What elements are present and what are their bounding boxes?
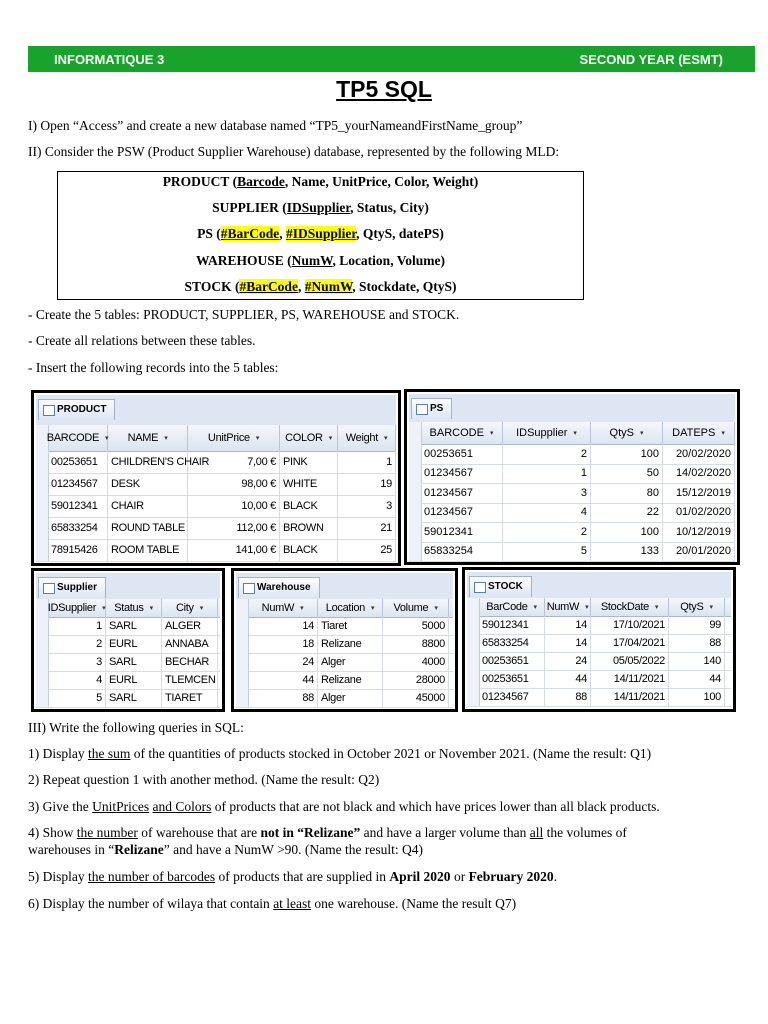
table-cell[interactable]: 100 bbox=[591, 522, 663, 542]
header-row bbox=[467, 598, 731, 617]
table-cell[interactable]: 22 bbox=[591, 503, 663, 523]
table-cell[interactable]: 5000 bbox=[383, 617, 449, 635]
mld-warehouse: WAREHOUSE (NumW, Location, Volume) bbox=[196, 253, 445, 268]
dropdown-arrow-icon[interactable]: ▾ bbox=[639, 430, 644, 437]
question-5: 5) Display the number of barcodes of products that are supplied in April 2020 or February 2020. bbox=[28, 869, 558, 884]
table-row[interactable] bbox=[36, 473, 396, 496]
table-icon bbox=[43, 405, 55, 416]
table-cell[interactable]: 7,00 € bbox=[188, 451, 280, 473]
table-row[interactable] bbox=[36, 451, 396, 474]
table-row[interactable] bbox=[36, 617, 220, 636]
table-icon bbox=[416, 404, 428, 415]
table-row[interactable] bbox=[236, 617, 453, 636]
table-cell[interactable]: 44 bbox=[545, 670, 591, 688]
table-cell[interactable]: SARL bbox=[106, 653, 162, 671]
table-cell[interactable]: 19 bbox=[338, 473, 396, 495]
table-cell[interactable]: 133 bbox=[591, 542, 663, 562]
dropdown-arrow-icon[interactable]: ▾ bbox=[384, 435, 388, 442]
supplier-datasheet bbox=[36, 573, 220, 707]
table-cell[interactable]: Relizane bbox=[318, 635, 383, 653]
dropdown-arrow-icon[interactable]: ▾ bbox=[199, 605, 203, 612]
table-cell[interactable]: 21 bbox=[338, 517, 396, 539]
table-row[interactable] bbox=[36, 653, 220, 672]
question-1: 1) Display the sum of the quantities of products stocked in October 2021 or November 2021. (Name the result: Q1) bbox=[28, 746, 652, 761]
question-6: 6) Display the number of wilaya that contain at least one warehouse. (Name the result Q7) bbox=[28, 896, 517, 911]
question-2: 2) Repeat question 1 with another method. (Name the result: Q2) bbox=[28, 772, 380, 787]
table-cell[interactable]: 88 bbox=[248, 689, 318, 707]
column-header-label: BARCODE bbox=[46, 432, 100, 444]
table-cell[interactable]: PINK bbox=[280, 451, 338, 473]
table-row[interactable] bbox=[36, 689, 220, 708]
table-cell[interactable]: 4 bbox=[48, 671, 106, 689]
mld-product: PRODUCT (Barcode, Name, UnitPrice, Color, Weight) bbox=[162, 174, 479, 189]
table-cell[interactable]: 100 bbox=[591, 444, 663, 464]
table-cell[interactable]: 18 bbox=[248, 635, 318, 653]
table-row[interactable] bbox=[409, 444, 735, 465]
ps-tab-label: PS bbox=[430, 403, 444, 414]
table-cell[interactable]: 2 bbox=[48, 635, 106, 653]
table-row[interactable] bbox=[236, 635, 453, 654]
mld-stock: STOCK (#BarCode, #NumW, Stockdate, QtyS) bbox=[184, 279, 457, 294]
header-row bbox=[409, 422, 735, 445]
table-cell[interactable]: 00253651 bbox=[421, 444, 503, 464]
column-header[interactable] bbox=[383, 599, 449, 617]
table-cell[interactable]: 2 bbox=[503, 444, 591, 464]
dropdown-arrow-icon[interactable]: ▾ bbox=[721, 430, 725, 437]
table-cell[interactable]: Alger bbox=[318, 653, 383, 671]
header-row bbox=[236, 599, 453, 618]
table-cell[interactable]: 78915426 bbox=[48, 539, 108, 561]
header-banner bbox=[28, 46, 755, 72]
supplier-grid bbox=[36, 599, 220, 707]
column-header[interactable] bbox=[108, 425, 188, 451]
table-cell[interactable]: 10/12/2019 bbox=[663, 522, 735, 542]
column-header[interactable] bbox=[48, 599, 106, 617]
column-header-label: Location bbox=[325, 602, 365, 614]
bullet-3: - Insert the following records into the 5 tables: bbox=[28, 360, 279, 375]
table-cell[interactable]: WHITE bbox=[280, 473, 338, 495]
table-cell[interactable]: 24 bbox=[545, 652, 591, 670]
column-header-label: NAME bbox=[127, 432, 159, 444]
table-cell[interactable]: BLACK bbox=[280, 539, 338, 561]
supplier-tab-label: Supplier bbox=[57, 582, 98, 593]
table-cell[interactable]: 3 bbox=[48, 653, 106, 671]
stock-tab[interactable] bbox=[469, 576, 532, 597]
table-row[interactable] bbox=[409, 522, 735, 543]
table-cell[interactable]: CHAIR bbox=[108, 495, 188, 517]
table-cell[interactable]: 3 bbox=[503, 483, 591, 503]
dropdown-arrow-icon[interactable]: ▾ bbox=[102, 605, 106, 612]
table-cell[interactable]: 99 bbox=[669, 616, 725, 634]
table-cell[interactable]: 141,00 € bbox=[188, 539, 280, 561]
table-icon bbox=[43, 583, 55, 594]
table-cell[interactable]: 140 bbox=[669, 652, 725, 670]
table-cell[interactable]: 80 bbox=[591, 483, 663, 503]
dropdown-arrow-icon[interactable]: ▾ bbox=[328, 435, 332, 442]
year-label: SECOND YEAR (ESMT) bbox=[579, 52, 723, 67]
table-cell[interactable]: 17/04/2021 bbox=[591, 634, 669, 652]
table-cell[interactable]: Alger bbox=[318, 689, 383, 707]
table-row[interactable] bbox=[236, 671, 453, 690]
table-cell[interactable]: 44 bbox=[669, 670, 725, 688]
column-header-label: DATEPS bbox=[672, 427, 716, 439]
header-row bbox=[36, 425, 396, 452]
warehouse-tab-label: Warehouse bbox=[257, 582, 311, 593]
dropdown-arrow-icon[interactable]: ▾ bbox=[370, 605, 375, 612]
product-tab-label: PRODUCT bbox=[57, 404, 107, 415]
dropdown-arrow-icon[interactable]: ▾ bbox=[585, 604, 589, 611]
table-cell[interactable]: 59012341 bbox=[479, 616, 545, 634]
table-row[interactable] bbox=[409, 464, 735, 485]
column-header[interactable] bbox=[545, 598, 591, 616]
table-row[interactable] bbox=[467, 652, 731, 671]
column-header[interactable] bbox=[669, 598, 725, 616]
column-header-label: BarCode bbox=[486, 601, 528, 613]
table-cell[interactable]: 59012341 bbox=[48, 495, 108, 517]
table-cell[interactable]: 112,00 € bbox=[188, 517, 280, 539]
table-cell[interactable]: BECHAR bbox=[162, 653, 218, 671]
table-cell[interactable]: 17/10/2021 bbox=[591, 616, 669, 634]
table-cell[interactable]: 05/05/2022 bbox=[591, 652, 669, 670]
table-row[interactable] bbox=[236, 653, 453, 672]
table-cell[interactable]: 100 bbox=[669, 688, 725, 706]
table-row[interactable] bbox=[409, 503, 735, 524]
supplier-table bbox=[31, 568, 225, 712]
warehouse-table bbox=[231, 568, 458, 712]
stock-grid bbox=[467, 598, 731, 707]
dropdown-arrow-icon[interactable]: ▾ bbox=[434, 605, 438, 612]
column-header-label: Weight bbox=[345, 432, 379, 444]
table-row[interactable] bbox=[36, 539, 396, 562]
table-icon bbox=[474, 582, 486, 593]
dropdown-arrow-icon[interactable]: ▾ bbox=[489, 430, 494, 437]
table-cell[interactable]: 65833254 bbox=[48, 517, 108, 539]
table-cell[interactable]: 1 bbox=[503, 464, 591, 484]
table-cell[interactable]: TLEMCEN bbox=[162, 671, 218, 689]
column-header-label: StockDate bbox=[600, 601, 649, 613]
table-row[interactable] bbox=[409, 483, 735, 504]
table-row[interactable] bbox=[467, 634, 731, 653]
table-cell[interactable]: 65833254 bbox=[421, 542, 503, 562]
column-header-label: Volume bbox=[393, 602, 429, 614]
table-cell[interactable]: BROWN bbox=[280, 517, 338, 539]
table-cell[interactable]: 24 bbox=[248, 653, 318, 671]
column-header[interactable] bbox=[591, 598, 669, 616]
table-cell[interactable]: 01234567 bbox=[421, 464, 503, 484]
table-row[interactable] bbox=[36, 671, 220, 690]
table-cell[interactable]: 10,00 € bbox=[188, 495, 280, 517]
table-cell[interactable]: 5 bbox=[48, 689, 106, 707]
column-header-label: NumW bbox=[261, 602, 295, 614]
product-grid bbox=[36, 425, 396, 561]
column-header-label: NumW bbox=[546, 601, 580, 613]
column-header-label: COLOR bbox=[285, 432, 323, 444]
column-header[interactable] bbox=[248, 599, 318, 617]
table-cell[interactable]: 14 bbox=[545, 634, 591, 652]
table-cell[interactable]: 20/02/2020 bbox=[663, 444, 735, 464]
question-3: 3) Give the UnitPrices and Colors of products that are not black and which have prices lower than all black products. bbox=[28, 799, 660, 814]
table-cell[interactable]: ROUND TABLE bbox=[108, 517, 188, 539]
column-header-label: QtyS bbox=[609, 427, 634, 439]
dropdown-arrow-icon[interactable]: ▾ bbox=[149, 605, 153, 612]
table-cell[interactable]: 98,00 € bbox=[188, 473, 280, 495]
product-datasheet bbox=[36, 395, 396, 561]
table-cell[interactable]: 01/02/2020 bbox=[663, 503, 735, 523]
column-header[interactable] bbox=[421, 422, 503, 444]
table-cell[interactable]: 65833254 bbox=[479, 634, 545, 652]
table-cell[interactable]: ANNABA bbox=[162, 635, 218, 653]
mld-supplier: SUPPLIER (IDSupplier, Status, City) bbox=[212, 200, 429, 215]
table-cell[interactable]: 14/02/2020 bbox=[663, 464, 735, 484]
table-cell[interactable]: Relizane bbox=[318, 671, 383, 689]
table-row[interactable] bbox=[467, 688, 731, 707]
product-tab[interactable] bbox=[38, 399, 115, 420]
dropdown-arrow-icon[interactable]: ▾ bbox=[573, 430, 577, 437]
dropdown-arrow-icon[interactable]: ▾ bbox=[255, 435, 260, 442]
table-cell[interactable]: 8800 bbox=[383, 635, 449, 653]
table-cell[interactable]: 01234567 bbox=[479, 688, 545, 706]
table-cell[interactable]: 20/01/2020 bbox=[663, 542, 735, 562]
table-cell[interactable]: TIARET bbox=[162, 689, 218, 707]
instruction-2: II) Consider the PSW (Product Supplier Warehouse) database, represented by the following MLD: bbox=[28, 144, 560, 159]
table-cell[interactable]: ALGER bbox=[162, 617, 218, 635]
table-cell[interactable]: 14 bbox=[545, 616, 591, 634]
table-cell[interactable]: 14/11/2021 bbox=[591, 670, 669, 688]
table-cell[interactable]: 3 bbox=[338, 495, 396, 517]
column-header-label: IDSupplier bbox=[516, 427, 568, 439]
stock-tab-label: STOCK bbox=[488, 581, 523, 592]
table-cell[interactable]: 1 bbox=[338, 451, 396, 473]
table-cell[interactable]: 1 bbox=[48, 617, 106, 635]
ps-table bbox=[404, 389, 740, 565]
warehouse-tab[interactable] bbox=[238, 577, 320, 598]
column-header[interactable] bbox=[48, 425, 108, 451]
column-header-label: City bbox=[176, 602, 194, 614]
column-header-label: QtyS bbox=[680, 601, 704, 613]
column-header[interactable] bbox=[280, 425, 338, 451]
product-table bbox=[31, 390, 401, 566]
dropdown-arrow-icon[interactable]: ▾ bbox=[654, 604, 659, 611]
table-cell[interactable]: 5 bbox=[503, 542, 591, 562]
question-4-line-1: 4) Show the number of warehouse that are not in “Relizane” and have a larger volume than all the volumes of bbox=[28, 825, 627, 840]
column-header-label: Status bbox=[114, 602, 144, 614]
stock-table bbox=[462, 567, 736, 712]
bullet-2: - Create all relations between these tables. bbox=[28, 333, 256, 348]
column-header-label: IDSupplier bbox=[47, 602, 97, 614]
table-cell[interactable]: 44 bbox=[248, 671, 318, 689]
table-cell[interactable]: 00253651 bbox=[479, 670, 545, 688]
dropdown-arrow-icon[interactable]: ▾ bbox=[105, 435, 109, 442]
column-header-label: BARCODE bbox=[429, 427, 484, 439]
column-header[interactable] bbox=[162, 599, 218, 617]
table-cell[interactable]: 4 bbox=[503, 503, 591, 523]
table-row[interactable] bbox=[467, 670, 731, 689]
header-row bbox=[36, 599, 220, 618]
column-header[interactable] bbox=[503, 422, 591, 444]
table-cell[interactable]: Tiaret bbox=[318, 617, 383, 635]
table-cell[interactable]: EURL bbox=[106, 671, 162, 689]
table-cell[interactable]: SARL bbox=[106, 689, 162, 707]
column-header[interactable] bbox=[318, 599, 383, 617]
table-cell[interactable]: EURL bbox=[106, 635, 162, 653]
column-header[interactable] bbox=[663, 422, 735, 444]
question-4-line-2: warehouses in “Relizane” and have a NumW >90. (Name the result: Q4) bbox=[28, 842, 424, 857]
column-header[interactable] bbox=[338, 425, 396, 451]
table-cell[interactable]: BLACK bbox=[280, 495, 338, 517]
table-cell[interactable]: 00253651 bbox=[48, 451, 108, 473]
ps-datasheet bbox=[409, 394, 735, 560]
table-cell[interactable]: 88 bbox=[545, 688, 591, 706]
table-cell[interactable]: 4000 bbox=[383, 653, 449, 671]
table-row[interactable] bbox=[36, 635, 220, 654]
dropdown-arrow-icon[interactable]: ▾ bbox=[300, 605, 304, 612]
column-header[interactable] bbox=[591, 422, 663, 444]
ps-grid bbox=[409, 422, 735, 560]
column-header-label: UnitPrice bbox=[207, 432, 250, 444]
table-cell[interactable]: 00253651 bbox=[479, 652, 545, 670]
page-title: TP5 SQL bbox=[336, 76, 432, 102]
table-cell[interactable]: 14/11/2021 bbox=[591, 688, 669, 706]
table-icon bbox=[243, 583, 255, 594]
dropdown-arrow-icon[interactable]: ▾ bbox=[164, 435, 168, 442]
column-header[interactable] bbox=[188, 425, 280, 451]
table-row[interactable] bbox=[409, 542, 735, 563]
course-name: INFORMATIQUE 3 bbox=[54, 52, 165, 67]
mld-ps: PS (#BarCode, #IDSupplier, QtyS, datePS) bbox=[197, 226, 444, 241]
table-cell[interactable]: 88 bbox=[669, 634, 725, 652]
table-cell[interactable]: 25 bbox=[338, 539, 396, 561]
table-cell[interactable]: 01234567 bbox=[48, 473, 108, 495]
table-cell[interactable]: 01234567 bbox=[421, 483, 503, 503]
table-cell[interactable]: 14 bbox=[248, 617, 318, 635]
table-cell[interactable]: 45000 bbox=[383, 689, 449, 707]
instruction-1: I) Open “Access” and create a new database named “TP5_yourNameandFirstName_group” bbox=[28, 118, 523, 133]
table-cell[interactable]: CHILDREN'S CHAIR bbox=[108, 451, 188, 473]
ps-tab[interactable] bbox=[411, 398, 452, 419]
dropdown-arrow-icon[interactable]: ▾ bbox=[709, 604, 713, 611]
warehouse-grid bbox=[236, 599, 453, 707]
stock-datasheet bbox=[467, 572, 731, 707]
table-cell[interactable]: 50 bbox=[591, 464, 663, 484]
supplier-tab[interactable] bbox=[38, 577, 106, 598]
bullet-1: - Create the 5 tables: PRODUCT, SUPPLIER, PS, WAREHOUSE and STOCK. bbox=[28, 307, 460, 322]
table-cell[interactable]: 2 bbox=[503, 522, 591, 542]
warehouse-datasheet bbox=[236, 573, 453, 707]
table-cell[interactable]: 59012341 bbox=[421, 522, 503, 542]
mld-box bbox=[57, 171, 584, 300]
table-row[interactable] bbox=[236, 689, 453, 708]
column-header[interactable] bbox=[106, 599, 162, 617]
column-header[interactable] bbox=[479, 598, 545, 616]
section-3-heading: III) Write the following queries in SQL: bbox=[28, 720, 244, 735]
dropdown-arrow-icon[interactable]: ▾ bbox=[533, 604, 537, 611]
table-row[interactable] bbox=[36, 517, 396, 540]
table-cell[interactable]: 28000 bbox=[383, 671, 449, 689]
table-cell[interactable]: 01234567 bbox=[421, 503, 503, 523]
table-cell[interactable]: DESK bbox=[108, 473, 188, 495]
table-cell[interactable]: 15/12/2019 bbox=[663, 483, 735, 503]
table-row[interactable] bbox=[467, 616, 731, 635]
table-cell[interactable]: SARL bbox=[106, 617, 162, 635]
table-row[interactable] bbox=[36, 495, 396, 518]
table-cell[interactable]: ROOM TABLE bbox=[108, 539, 188, 561]
